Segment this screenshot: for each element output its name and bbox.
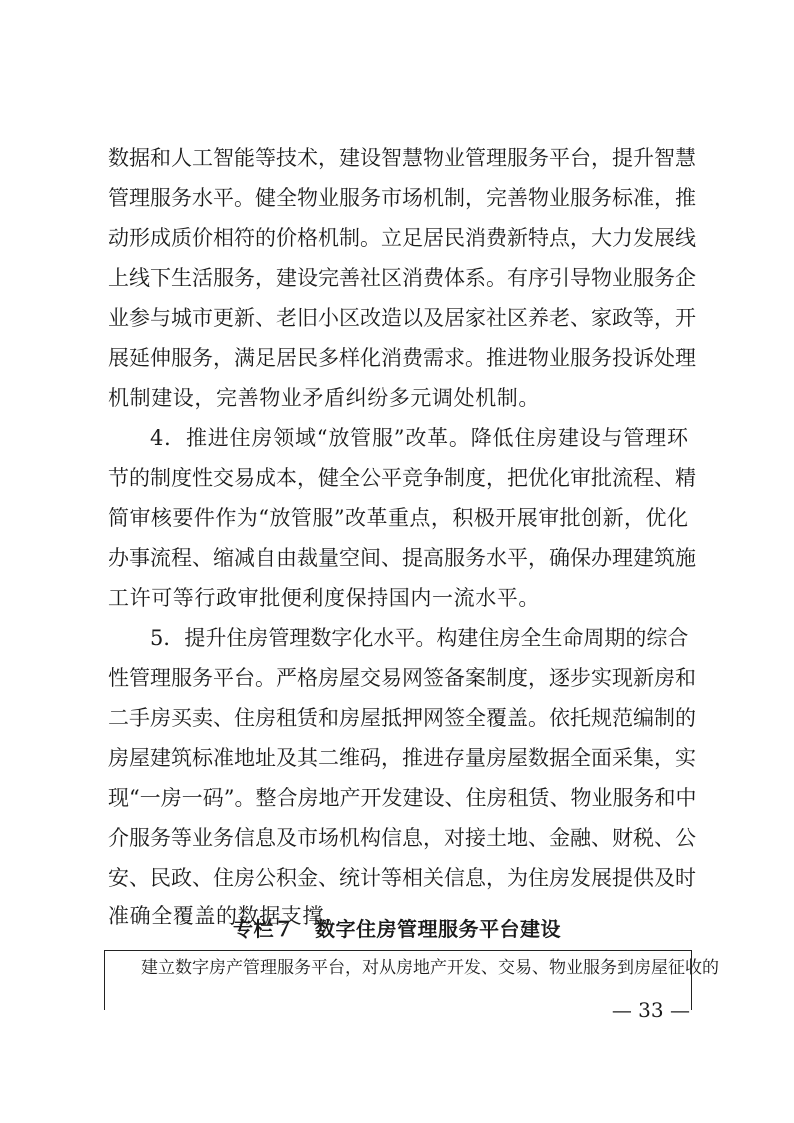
paragraph-line: 房屋建筑标准地址及其二维码，推进存量房屋数据全面采集，实 xyxy=(108,746,696,770)
paragraph-line: 现“一房一码”。整合房地产开发建设、住房租赁、物业服务和中 xyxy=(108,786,697,810)
box-title: 专栏７ 数字住房管理服务平台建设 xyxy=(233,917,561,941)
paragraph-line: 机制建设，完善物业矛盾纠纷多元调处机制。 xyxy=(108,386,540,410)
paragraph-line: 数据和人工智能等技术，建设智慧物业管理服务平台，提升智慧 xyxy=(108,146,696,170)
paragraph-line: 动形成质价相符的价格机制。立足居民消费新特点，大力发展线 xyxy=(108,226,696,250)
paragraph-line: 管理服务水平。健全物业服务市场机制，完善物业服务标准，推 xyxy=(108,186,696,210)
paragraph-line: 安、民政、住房公积金、统计等相关信息，为住房发展提供及时 xyxy=(108,866,696,890)
paragraph-line: 二手房买卖、住房租赁和房屋抵押网签全覆盖。依托规范编制的 xyxy=(108,706,696,730)
paragraph-line: 性管理服务平台。严格房屋交易网签备案制度，逐步实现新房和 xyxy=(108,666,696,690)
paragraph-line: 准确全覆盖的数据支撑。 xyxy=(108,904,346,928)
paragraph-line: 5．提升住房管理数字化水平。构建住房全生命周期的综合 xyxy=(150,626,689,650)
paragraph-line: 简审核要件作为“放管服”改革重点，积极开展审批创新，优化 xyxy=(108,506,688,530)
paragraph-line: 业参与城市更新、老旧小区改造以及居家社区养老、家政等，开 xyxy=(108,306,696,330)
box-text: 建立数字房产管理服务平台，对从房地产开发、交易、物业服务到房屋征收的 xyxy=(141,958,719,978)
paragraph-line: 工许可等行政审批便利度保持国内一流水平。 xyxy=(108,586,540,610)
paragraph-line: 节的制度性交易成本，健全公平竞争制度，把优化审批流程、精 xyxy=(108,466,696,490)
paragraph-line: 办事流程、缩减自由裁量空间、提高服务水平，确保办理建筑施 xyxy=(108,546,696,570)
paragraph-line: 介服务等业务信息及市场机构信息，对接土地、金融、财税、公 xyxy=(108,826,696,850)
paragraph-line: 上线下生活服务，建设完善社区消费体系。有序引导物业服务企 xyxy=(108,266,696,290)
page-number: — 33 — xyxy=(611,998,690,1022)
paragraph-line: 4．推进住房领域“放管服”改革。降低住房建设与管理环 xyxy=(150,426,688,450)
paragraph-line: 展延伸服务，满足居民多样化消费需求。推进物业服务投诉处理 xyxy=(108,346,696,370)
